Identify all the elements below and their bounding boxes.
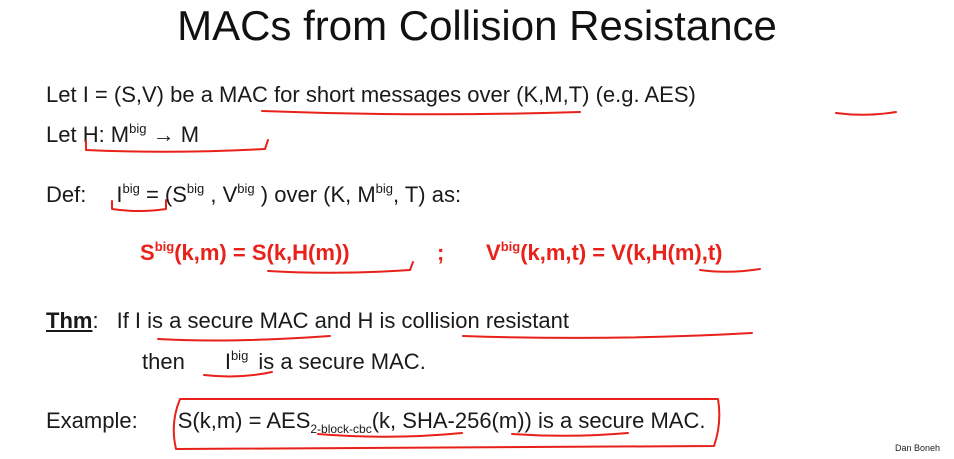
theorem-conclusion: then $I^{big}$ is a secure MAC. xyxy=(142,348,426,374)
example-label: Example: xyxy=(46,408,138,433)
mac-definition-line: Let I = (S,V) be a MAC for short messages over (K,M,T) (e.g. AES) xyxy=(46,82,696,107)
underline-h-m-small xyxy=(700,269,760,272)
vbig-formula: $V^{big}(k,m,t) = V(k,H(m),t)$ xyxy=(486,239,723,265)
author-footer: Dan Boneh xyxy=(894,443,940,453)
aes-example: AES xyxy=(644,82,689,107)
def-line: Def: $I^{big} = (S^{big}$ , $V^{big}$ ) over (K, $M^{big}$, T) as: xyxy=(46,181,462,207)
underline-aes xyxy=(836,112,896,115)
theorem-statement: If I is a secure MAC and H is collision resistant xyxy=(116,308,569,333)
formula-separator: ; xyxy=(437,240,445,265)
hash-definition-line: Let H: $M^{big} \to M$ xyxy=(46,121,200,147)
example-line: Example: $S(k,m) = AES_{2-block-cbc}(k$, SHA-256(m)) is a secure MAC. xyxy=(46,408,706,436)
theorem-line: Thm: If I is a secure MAC and H is collision resistant xyxy=(46,308,569,333)
underline-mac-short-messages xyxy=(262,111,580,114)
thm-label: Thm xyxy=(46,308,93,333)
slide-title: MACs from Collision Resistance xyxy=(177,2,777,49)
mac-short-messages-text: MAC for short messages xyxy=(219,82,462,107)
underline-secure xyxy=(158,336,330,340)
def-label: Def: xyxy=(46,182,87,207)
sbig-formula: $S^{big}(k,m) = S(k,H(m))$ xyxy=(140,239,350,265)
